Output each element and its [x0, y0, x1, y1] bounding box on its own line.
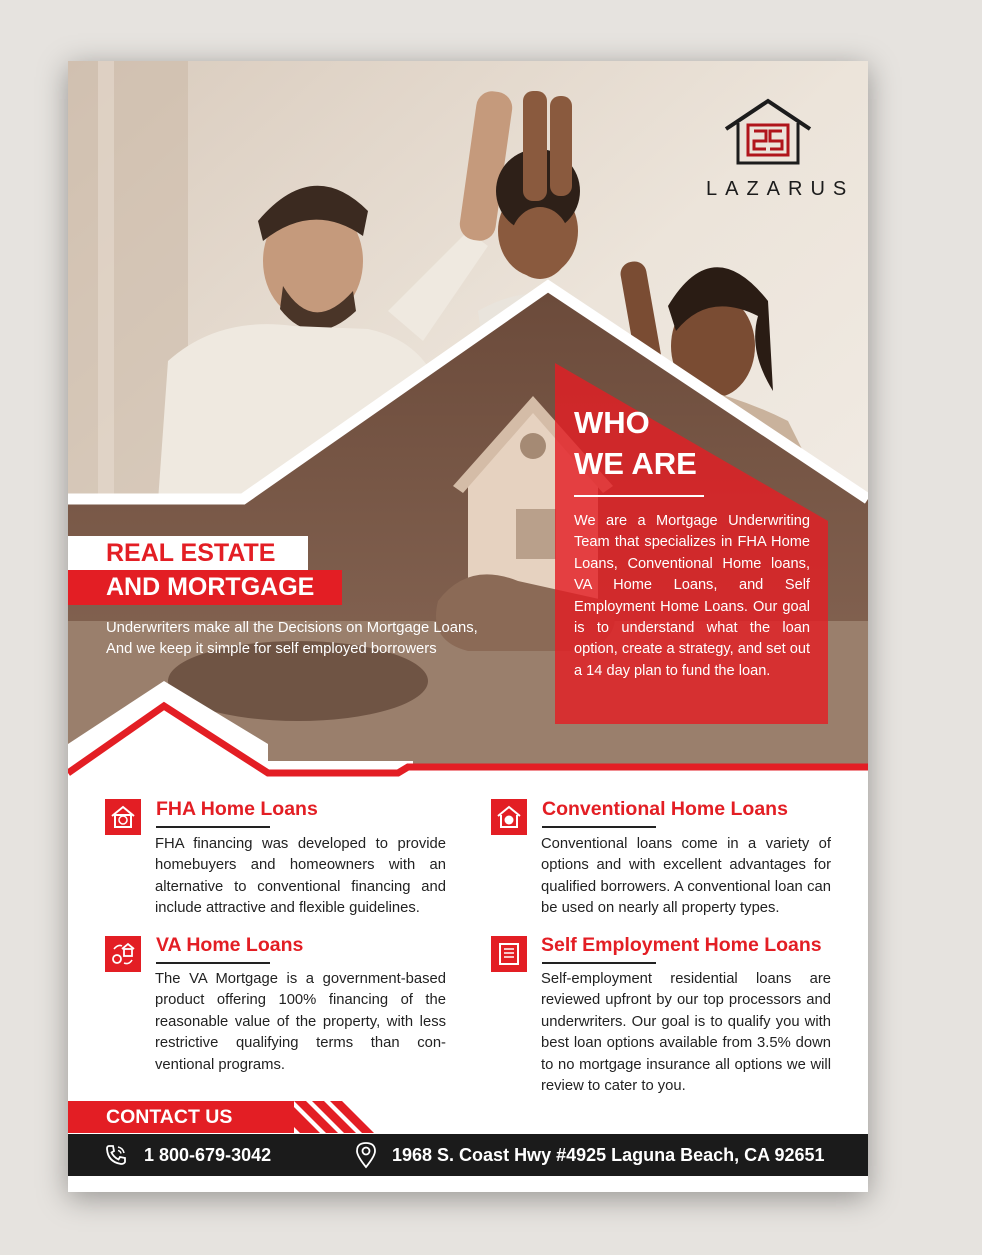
decorative-stripes [268, 1099, 388, 1135]
phone-icon [104, 1143, 128, 1167]
contact-us-label: CONTACT US [106, 1106, 233, 1128]
location-pin-icon [355, 1141, 377, 1169]
service-divider [156, 962, 270, 964]
service-body-conventional: Conventional loans come in a variety of options and with excellent advantages for qualified borrowers. A conventional loan can be used on nearly all property types. [541, 836, 831, 917]
hero-heading-line1: REAL ESTATE [68, 536, 308, 570]
who-divider [574, 495, 704, 497]
address[interactable]: 1968 S. Coast Hwy #4925 Laguna Beach, CA 92651 [392, 1145, 825, 1165]
hero-subtitle-line1: Underwriters make all the Decisions on Mortgage Loans, [106, 620, 478, 636]
service-title-self-employment: Self Employment Home Loans [541, 934, 822, 956]
who-we-are-body: We are a Mortgage Underwriting Team that specializes in FHA Home Loans, Conventional Home loans, VA Home Loans, and Self Employment Home Loans. Our goal is to understand what the loan option, create a strategy, and set out a 14 day plan to fund the loan. [574, 513, 810, 679]
brand-name: LAZARUS [706, 178, 855, 200]
house-exchange-icon [105, 936, 141, 972]
service-body-fha: FHA financing was developed to provide homebuyers and homeowners with an alternative to conventional financing and include attractive and flexible guidelines. [155, 836, 446, 917]
service-body-self-employment: Self-employment residential loans are reviewed upfront by our top processors and underwriters. Our goal is to qualify you with best loan options available from 3.5% down to no mortgage insurance all options we will review to cater to you. [541, 971, 831, 1095]
lazarus-logo [698, 97, 855, 201]
service-title-fha: FHA Home Loans [156, 798, 318, 820]
flyer [68, 61, 868, 1192]
who-title-line1: WHO [574, 405, 650, 440]
service-title-va: VA Home Loans [156, 934, 304, 956]
who-title-line2: WE ARE [574, 446, 697, 481]
building-icon [491, 936, 527, 972]
who-we-are-title [574, 402, 824, 484]
service-divider [156, 826, 270, 828]
service-divider [542, 826, 656, 828]
hero-subtitle [106, 618, 526, 660]
house-logo-icon [722, 97, 814, 167]
hero-heading-line2: AND MORTGAGE [68, 570, 342, 605]
hero-subtitle-line2: And we keep it simple for self employed borrowers [106, 641, 437, 657]
phone-number[interactable]: 1 800-679-3042 [144, 1145, 272, 1165]
house-dollar-icon [105, 799, 141, 835]
service-title-conventional: Conventional Home Loans [542, 798, 788, 820]
service-body-va: The VA Mortgage is a government-based product offering 100% financing of the reasonable value of the property, with less restrictive qualifying terms than con-ventional programs. [155, 971, 446, 1073]
home-coin-icon [491, 799, 527, 835]
service-divider [542, 962, 656, 964]
